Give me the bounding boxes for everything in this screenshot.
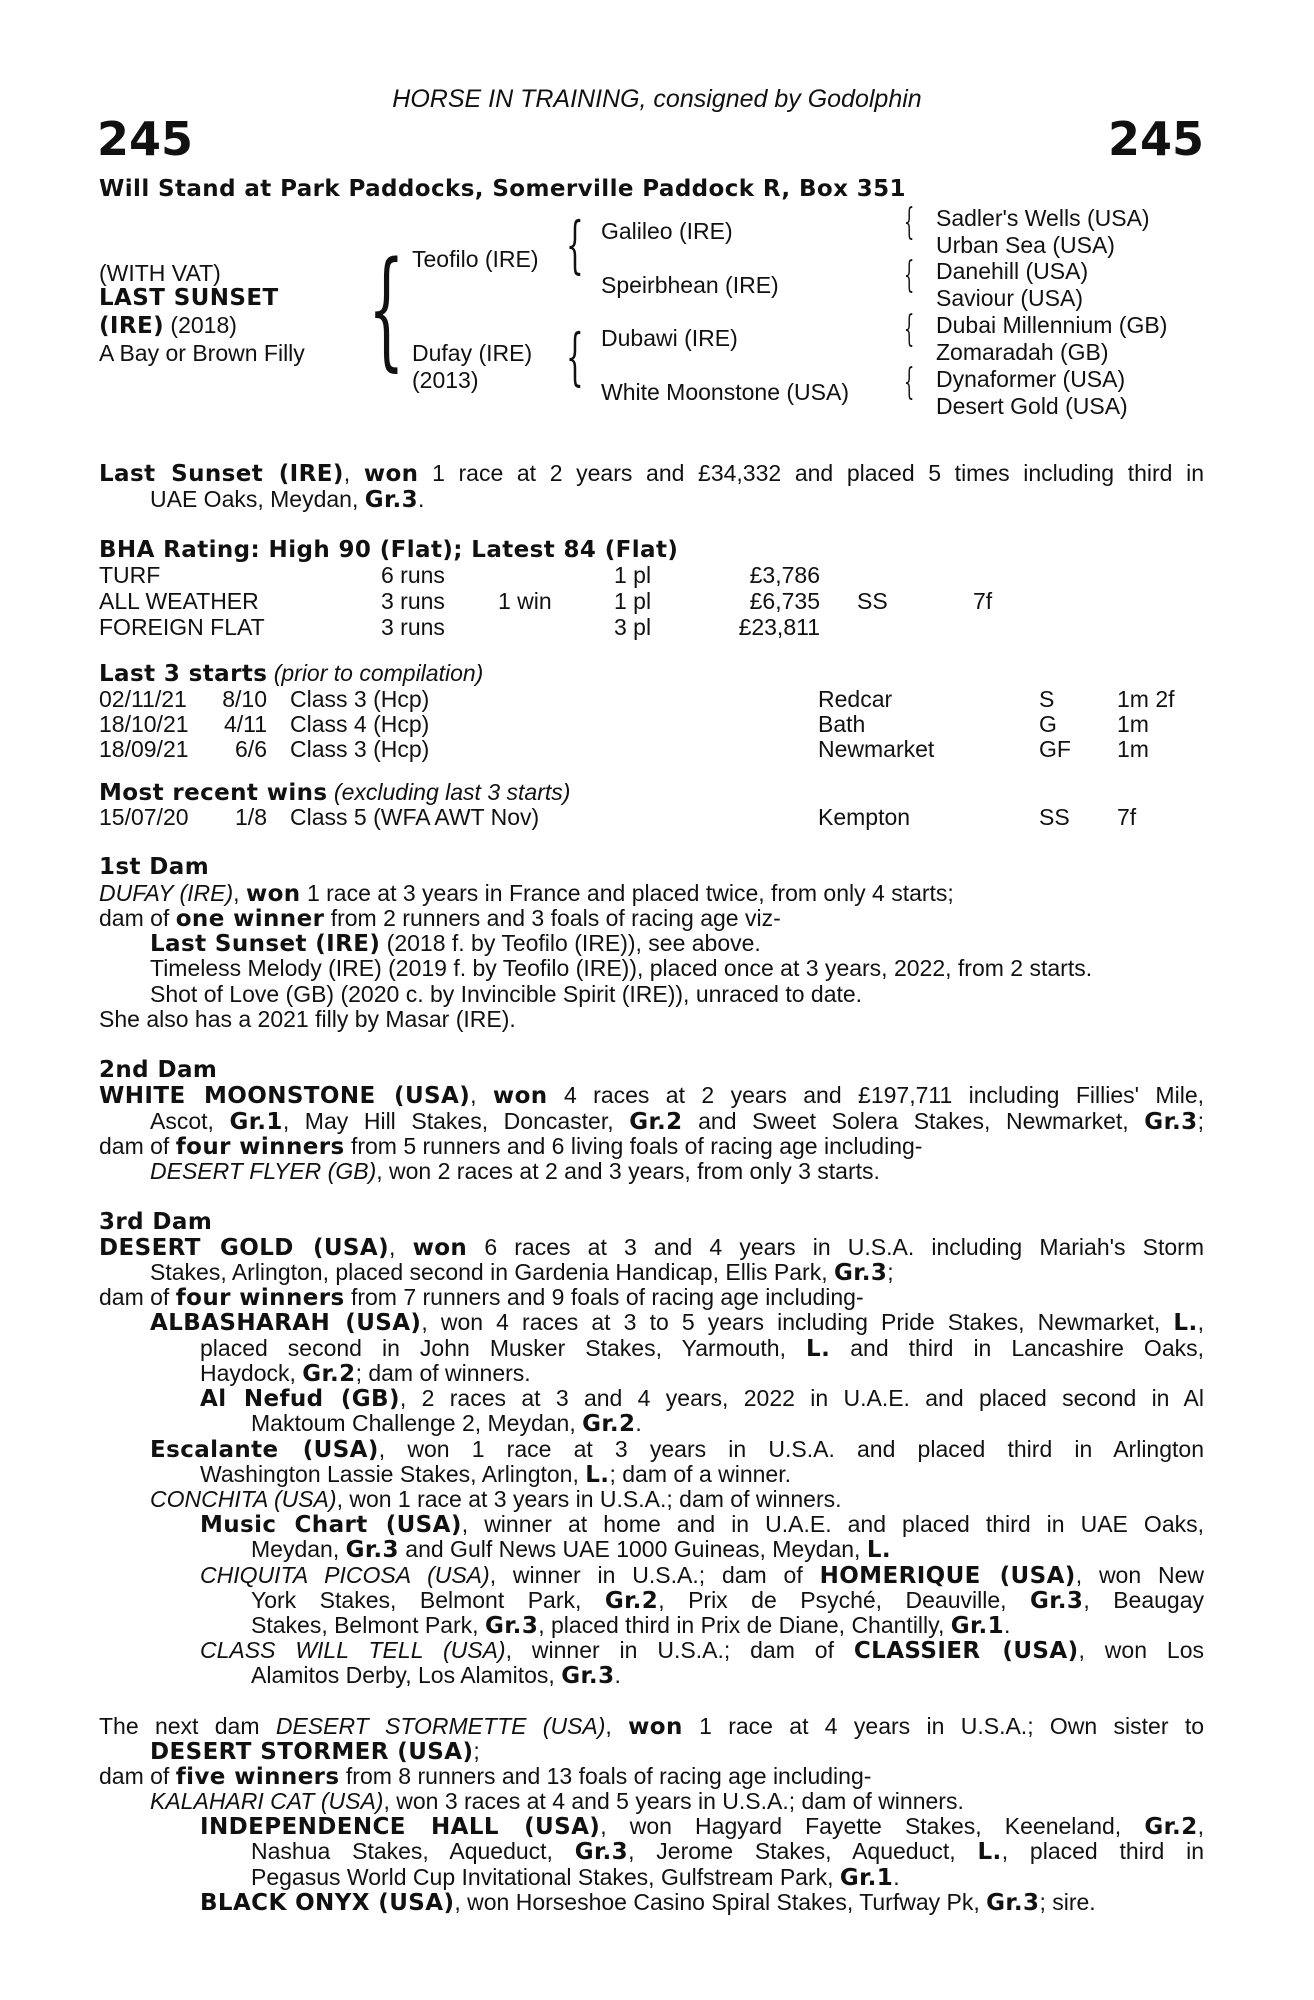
grade: Gr.2 [1144, 1814, 1198, 1840]
text: , won 1 race at 3 years in U.S.A. and placed third in Arlington [378, 1436, 1204, 1462]
text: , [1197, 1813, 1204, 1839]
text: . [614, 1662, 621, 1688]
pedigree-dss: Dubai Millennium (GB) [936, 312, 1168, 338]
albasharah-line2 [200, 1335, 1204, 1362]
text: ; [887, 1259, 894, 1285]
rating-surface: TURF [99, 562, 161, 588]
first-dam-name: DUFAY (IRE) [99, 880, 234, 906]
pedigree-dam: Dufay (IRE) [412, 340, 533, 366]
produce-name: KALAHARI CAT (USA) [150, 1788, 384, 1814]
pedigree-dam-year: (2013) [412, 367, 479, 393]
sep: , [470, 1082, 493, 1108]
first-dam-record: 1 race at 3 years in France and placed twice, from only 4 starts; [300, 880, 954, 906]
start-position: 6/6 [235, 736, 267, 762]
win-going: SS [1039, 804, 1070, 830]
text: , Prix de Psyché, Deauville, [658, 1587, 1031, 1613]
first-dam-produce-3: Shot of Love (GB) (2020 c. by Invincible Spirit (IRE)), unraced to date. [150, 981, 863, 1007]
win-distance: 7f [1117, 804, 1137, 830]
produce-name: HOMERIQUE (USA) [819, 1563, 1076, 1589]
text: The next dam [99, 1713, 276, 1739]
second-dam-name: WHITE MOONSTONE (USA) [99, 1083, 471, 1109]
text: ; dam of winners. [355, 1360, 531, 1386]
horse-origin-year [99, 312, 237, 339]
vat-label: (WITH VAT) [99, 260, 221, 286]
win-date: 15/07/20 [99, 804, 189, 830]
grade: L. [585, 1462, 610, 1488]
text: dam of [99, 1284, 176, 1310]
start-distance: 1m [1117, 711, 1149, 737]
text: , won Horseshoe Casino Spiral Stakes, Turfway Pk, [454, 1889, 987, 1915]
produce-name: Last Sunset (IRE) [150, 931, 381, 957]
win-class: Class 5 (WFA AWT Nov) [290, 804, 540, 830]
music-chart-line1 [200, 1511, 1204, 1538]
winners-count: five winners [175, 1764, 340, 1790]
conchita-line1 [150, 1486, 842, 1512]
produce-name: Music Chart (USA) [200, 1512, 462, 1538]
win-course: Kempton [818, 804, 911, 830]
text: placed second in John Musker Stakes, Yarmouth, [200, 1335, 807, 1361]
rating-money: £3,786 [749, 562, 820, 588]
start-class: Class 3 (Hcp) [290, 686, 430, 712]
pedigree-ssd: Urban Sea (USA) [936, 232, 1115, 258]
black-onyx-line1 [200, 1889, 1096, 1916]
first-dam-produce-4: She also has a 2021 filly by Masar (IRE). [99, 1006, 516, 1032]
text: Stakes, Arlington, placed second in Gardenia Handicap, Ellis Park, [150, 1259, 834, 1285]
second-dam-line3 [99, 1133, 922, 1160]
text: , [1197, 1309, 1204, 1335]
pedigree-sdd: Saviour (USA) [936, 285, 1083, 311]
third-dam-line1 [99, 1234, 1204, 1261]
start-date: 18/09/21 [99, 736, 189, 762]
dam-brace: { [566, 320, 584, 393]
lot-number-left: 245 [97, 112, 194, 166]
text: Pegasus World Cup Invitational Stakes, Gulfstream Park, [251, 1864, 840, 1890]
rating-money: £6,735 [749, 588, 820, 614]
produce-name: BLACK ONYX (USA) [200, 1890, 455, 1916]
start-going: GF [1039, 736, 1071, 762]
first-dam-produce-1 [150, 930, 761, 957]
text: Maktoum Challenge 2, Meydan, [251, 1410, 583, 1436]
won-label: won [628, 1714, 683, 1740]
summary-text: 1 race at 2 years and £34,332 and placed 5 times including third in [418, 460, 1204, 486]
rating-surface: FOREIGN FLAT [99, 614, 265, 640]
rating-runs: 3 runs [381, 614, 445, 640]
next-dam-name: DESERT STORMETTE (USA) [275, 1713, 606, 1739]
text: dam of [99, 1133, 176, 1159]
text: 6 races at 3 and 4 years in U.S.A. including Mariah's Storm [467, 1234, 1204, 1260]
next-dam-line2 [150, 1738, 480, 1765]
won-label: won [245, 881, 301, 907]
race-summary-line1: Last Sunset (IRE), won 1 race at 2 years and £34,332 and placed 5 times including third in [99, 460, 1204, 487]
next-dam-line1 [99, 1713, 1204, 1740]
start-date: 02/11/21 [99, 686, 187, 712]
class-will-tell-line2 [251, 1662, 621, 1689]
horse-year: (2018) [164, 312, 237, 338]
grade: L. [806, 1336, 831, 1362]
second-dam-heading: 2nd Dam [99, 1057, 218, 1083]
text: . [893, 1864, 900, 1890]
brace-sd: { [904, 255, 915, 296]
text: . [1004, 1612, 1011, 1638]
text: dam of [99, 905, 176, 931]
text: from 8 runners and 13 foals of racing age including- [339, 1763, 872, 1789]
produce-name: CLASS WILL TELL (USA) [200, 1637, 506, 1663]
albasharah-line1 [150, 1309, 1204, 1336]
text: , Jerome Stakes, Aqueduct, [628, 1838, 978, 1864]
horse-description: A Bay or Brown Filly [99, 340, 305, 366]
text: from 2 runners and 3 foals of racing age viz- [324, 905, 781, 931]
text: Haydock, [200, 1360, 303, 1386]
rating-places: 1 pl [614, 562, 652, 588]
text: , winner at home and in U.A.E. and placed third in UAE Oaks, [461, 1511, 1204, 1537]
al-nefud-line2 [251, 1410, 642, 1437]
text: 1 race at 4 years in U.S.A.; Own sister to [682, 1713, 1204, 1739]
produce-name: DESERT FLYER (GB) [150, 1158, 377, 1184]
produce-name: Escalante (USA) [150, 1437, 379, 1463]
rating-places: 3 pl [614, 614, 652, 640]
pedigree-dsd: Zomaradah (GB) [936, 339, 1109, 365]
produce-text: (2018 f. by Teofilo (IRE)), see above. [380, 930, 761, 956]
pedigree-ddd: Desert Gold (USA) [936, 393, 1128, 419]
start-distance: 1m [1117, 736, 1149, 762]
text: ; [473, 1738, 480, 1764]
text: , May Hill Stakes, Doncaster, [282, 1108, 630, 1134]
grade: L. [1173, 1310, 1198, 1336]
text: , placed third in [1001, 1838, 1204, 1864]
chiquita-line2 [251, 1587, 1204, 1614]
start-class: Class 3 (Hcp) [290, 736, 430, 762]
rating-going: SS [857, 588, 888, 614]
third-dam-heading: 3rd Dam [99, 1209, 213, 1235]
escalante-line1 [150, 1436, 1204, 1463]
brace-dd: { [904, 362, 915, 403]
last-starts-title: Last 3 starts [99, 661, 268, 687]
first-dam-produce-2: Timeless Melody (IRE) (2019 f. by Teofilo (IRE)), placed once at 3 years, 2022, from 2 starts. [150, 955, 1093, 981]
bha-rating-title: BHA Rating: High 90 (Flat); Latest 84 (Flat) [99, 537, 679, 563]
recent-wins-note: (excluding last 3 starts) [327, 779, 571, 805]
last-starts-note: (prior to compilation) [267, 660, 484, 686]
winners-count: four winners [175, 1134, 345, 1160]
won-label: won [492, 1083, 548, 1109]
third-dam-line2 [150, 1259, 894, 1286]
recent-wins-title: Most recent wins [99, 780, 328, 806]
produce-name: CHIQUITA PICOSA (USA) [200, 1562, 490, 1588]
horse-origin: (IRE) [99, 313, 165, 339]
pedigree-dam-sire: Dubawi (IRE) [601, 325, 738, 351]
sep: , [233, 880, 246, 906]
first-dam-heading: 1st Dam [99, 854, 210, 880]
pedigree-dam-dam: White Moonstone (USA) [601, 379, 849, 405]
next-dam-line3 [99, 1763, 871, 1790]
pedigree-sire-sire: Galileo (IRE) [601, 218, 733, 244]
start-class: Class 4 (Hcp) [290, 711, 430, 737]
class-will-tell-line1 [200, 1637, 1204, 1664]
sister-name: DESERT STORMER (USA) [150, 1739, 474, 1765]
won-label: won [412, 1235, 468, 1261]
text: . [635, 1410, 642, 1436]
music-chart-line2 [251, 1536, 891, 1563]
second-dam-produce-1 [150, 1158, 880, 1184]
second-dam-line1 [99, 1082, 1204, 1109]
winners-count: four winners [175, 1285, 345, 1311]
start-date: 18/10/21 [99, 711, 189, 737]
sep: , [605, 1713, 629, 1739]
rating-wins: 1 win [498, 588, 552, 614]
pedigree-sire-dam: Speirbhean (IRE) [601, 272, 779, 298]
pedigree-sss: Sadler's Wells (USA) [936, 205, 1150, 231]
albasharah-line3 [200, 1360, 531, 1387]
catalogue-header-title: HORSE IN TRAINING, consigned by Godolphin [392, 85, 922, 113]
start-going: G [1039, 711, 1057, 737]
text: Washington Lassie Stakes, Arlington, [200, 1461, 586, 1487]
grade: L. [977, 1839, 1002, 1865]
start-distance: 1m 2f [1117, 686, 1175, 712]
text: , won 1 race at 3 years in U.S.A.; dam of winners. [336, 1486, 842, 1512]
chiquita-line1 [200, 1562, 1204, 1589]
third-dam-name: DESERT GOLD (USA) [99, 1235, 390, 1261]
rating-distance: 7f [973, 588, 993, 614]
text: Nashua Stakes, Aqueduct, [251, 1838, 575, 1864]
grade: Gr.1 [950, 1613, 1005, 1639]
last-starts-heading [99, 660, 483, 687]
summary-race: UAE Oaks, Meydan, [150, 486, 365, 512]
kalahari-cat-line1 [150, 1788, 964, 1814]
text: , winner in U.S.A.; dam of [489, 1562, 820, 1588]
produce-text: , won 2 races at 2 and 3 years, from only 3 starts. [376, 1158, 880, 1184]
start-course: Redcar [818, 686, 893, 712]
pedigree-sire: Teofilo (IRE) [412, 246, 539, 272]
grade: Gr.1 [839, 1865, 894, 1891]
first-dam-line1 [99, 880, 954, 907]
brace-ds: { [904, 309, 915, 350]
text: , winner in U.S.A.; dam of [505, 1637, 854, 1663]
start-position: 8/10 [222, 686, 267, 712]
third-dam-line3 [99, 1284, 864, 1311]
escalante-line2 [200, 1461, 791, 1488]
text: from 7 runners and 9 foals of racing age including- [344, 1284, 864, 1310]
grade: Gr.3 [574, 1839, 629, 1865]
grade: Gr.2 [582, 1411, 636, 1437]
rating-places: 1 pl [614, 588, 652, 614]
lot-number-right: 245 [1107, 112, 1204, 166]
text: Meydan, [251, 1536, 346, 1562]
race-summary-line2 [150, 486, 424, 513]
winners-count: one winner [175, 906, 325, 932]
sire-dam-brace: { [368, 235, 405, 384]
summary-horse-name: Last Sunset (IRE) [99, 461, 344, 487]
produce-name: CONCHITA (USA) [150, 1486, 337, 1512]
text: ; sire. [1039, 1889, 1096, 1915]
text: , 2 races at 3 and 4 years, 2022 in U.A.E. and placed second in Al [399, 1385, 1204, 1411]
pedigree-dds: Dynaformer (USA) [936, 366, 1126, 392]
chiquita-line3 [251, 1612, 1010, 1639]
text: and third in Lancashire Oaks, [830, 1335, 1204, 1361]
grade: Gr.2 [604, 1588, 659, 1614]
text: , Beaugay [1083, 1587, 1204, 1613]
summary-grade: Gr.3 [364, 487, 419, 513]
produce-name: CLASSIER (USA) [853, 1638, 1079, 1664]
text: 4 races at 2 years and £197,711 including Fillies' Mile, [547, 1082, 1204, 1108]
rating-surface: ALL WEATHER [99, 588, 259, 614]
grade: Gr.3 [834, 1260, 888, 1286]
pedigree-sds: Danehill (USA) [936, 258, 1089, 284]
summary-end: . [418, 486, 425, 512]
horse-name: LAST SUNSET [99, 285, 279, 311]
text: , won Hagyard Fayette Stakes, Keeneland, [600, 1813, 1145, 1839]
produce-name: INDEPENDENCE HALL (USA) [200, 1814, 601, 1840]
al-nefud-line1 [200, 1385, 1204, 1412]
start-course: Bath [818, 711, 866, 737]
grade: Gr.2 [629, 1109, 683, 1135]
text: dam of [99, 1763, 176, 1789]
stabling-location: Will Stand at Park Paddocks, Somerville Paddock R, Box 351 [99, 176, 906, 202]
independence-hall-line2 [251, 1838, 1204, 1865]
rating-runs: 3 runs [381, 588, 445, 614]
rating-runs: 6 runs [381, 562, 445, 588]
independence-hall-line1 [200, 1813, 1204, 1840]
grade: Gr.3 [484, 1613, 539, 1639]
grade: Gr.2 [302, 1361, 356, 1387]
independence-hall-line3 [251, 1864, 900, 1891]
text: ; dam of a winner. [609, 1461, 791, 1487]
grade: Gr.3 [1030, 1588, 1084, 1614]
sep: , [389, 1234, 413, 1260]
text: Stakes, Belmont Park, [251, 1612, 485, 1638]
grade: Gr.1 [229, 1109, 283, 1135]
text: Ascot, [150, 1108, 230, 1134]
grade: Gr.3 [986, 1890, 1040, 1916]
summary-won: won [363, 461, 419, 487]
text: ; [1197, 1108, 1204, 1134]
text: York Stakes, Belmont Park, [251, 1587, 605, 1613]
start-position: 4/11 [223, 711, 267, 737]
produce-name: Al Nefud (GB) [200, 1386, 400, 1412]
text: , placed third in Prix de Diane, Chantilly, [538, 1612, 951, 1638]
text: , won New [1075, 1562, 1204, 1588]
text: , won 4 races at 3 to 5 years including Pride Stakes, Newmarket, [421, 1309, 1174, 1335]
text: and Gulf News UAE 1000 Guineas, Meydan, [398, 1536, 867, 1562]
text: and Sweet Solera Stakes, Newmarket, [682, 1108, 1145, 1134]
produce-name: ALBASHARAH (USA) [150, 1310, 422, 1336]
grade: L. [866, 1537, 892, 1563]
text: Alamitos Derby, Los Alamitos, [251, 1662, 562, 1688]
win-position: 1/8 [235, 804, 267, 830]
text: , won 3 races at 4 and 5 years in U.S.A.; dam of winners. [383, 1788, 964, 1814]
grade: Gr.3 [1144, 1109, 1198, 1135]
brace-ss: { [904, 202, 915, 243]
text: from 5 runners and 6 living foals of racing age including- [344, 1133, 923, 1159]
second-dam-line2 [150, 1108, 1204, 1135]
sire-brace: { [566, 208, 584, 281]
start-going: S [1039, 686, 1055, 712]
grade: Gr.3 [561, 1663, 615, 1689]
text: , won Los [1078, 1637, 1204, 1663]
rating-money: £23,811 [738, 614, 820, 640]
recent-wins-heading [99, 779, 570, 806]
first-dam-line2 [99, 905, 781, 932]
start-course: Newmarket [818, 736, 935, 762]
grade: Gr.3 [345, 1537, 399, 1563]
